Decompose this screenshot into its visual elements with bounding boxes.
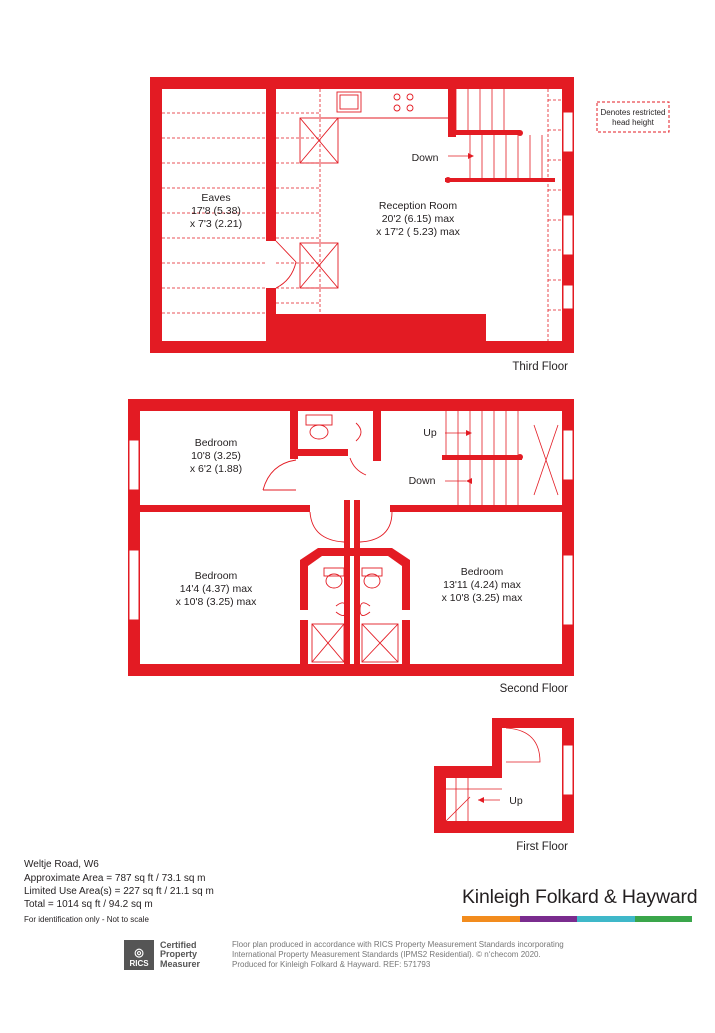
rics-line3: Measurer [160,958,201,969]
second-stairs-up: Up [423,427,437,439]
disclaimer [232,940,612,970]
first-stairs-up: Up [509,795,523,807]
disclaimer-line2: International Property Measurement Standards (IPMS2 Residential). © n‘checom 2020. [232,950,541,959]
first-floor-label: First Floor [516,841,568,853]
second-floor-plan [128,399,574,695]
reception-dim1: 20'2 (6.15) max [381,213,455,225]
third-floor-plan [150,77,574,373]
restricted-height-legend [597,102,669,132]
approx-area: Approximate Area = 787 sq ft / 73.1 sq m [24,873,206,884]
disclaimer-line1: Floor plan produced in accordance with RICS Property Measurement Standards incorporating [232,940,564,949]
scale-note: For identification only - Not to scale [24,915,149,924]
rics-text [160,941,200,970]
third-stairs-label: Down [411,152,439,164]
rics-badge [124,940,220,970]
third-floor-label: Third Floor [512,361,568,373]
reception-dim2: x 17'2 ( 5.23) max [376,226,460,238]
bedroom-left-dim1: 14'4 (4.37) max [179,583,253,595]
bedroom-small-name: Bedroom [194,437,238,449]
second-stairs-down: Down [408,475,436,487]
eaves-dim2: x 7'3 (2.21) [189,218,243,230]
bedroom-small-dim2: x 6'2 (1.88) [189,463,243,475]
brand-name: Kinleigh Folkard & Hayward [462,886,698,908]
total-area: Total = 1014 sq ft / 94.2 sq m [24,899,153,910]
eaves-dim1: 17'8 (5.38) [191,205,241,217]
second-floor-label: Second Floor [499,683,568,695]
disclaimer-line3: Produced for Kinleigh Folkard & Hayward. REF: 571793 [232,960,431,969]
brand-bar-orange [462,916,520,922]
brand-bar-cyan [577,916,635,922]
rics-logo-icon: ◎ RICS [124,940,154,970]
bedroom-right-dim2: x 10'8 (3.25) max [441,592,523,604]
eaves-name: Eaves [201,192,231,204]
rics-logo-text: RICS [129,959,149,968]
legend-line1: Denotes restricted [600,108,666,117]
bedroom-right-name: Bedroom [460,566,504,578]
brand-bar-purple [520,916,578,922]
reception-name: Reception Room [378,200,458,212]
limited-use-area: Limited Use Area(s) = 227 sq ft / 21.1 sq m [24,886,214,897]
legend-line2: head height [612,118,654,127]
bedroom-small-dim1: 10'8 (3.25) [191,450,241,462]
brand-bar-green [635,916,693,922]
bedroom-left-name: Bedroom [194,570,238,582]
rics-line1: Certified [160,939,197,950]
brand-color-bar [462,916,692,922]
property-address: Weltje Road, W6 [24,859,99,870]
rics-line2: Property [160,949,198,960]
first-floor-plan [434,718,574,853]
bedroom-left-dim2: x 10'8 (3.25) max [175,596,257,608]
bedroom-right-dim1: 13'11 (4.24) max [443,579,521,591]
